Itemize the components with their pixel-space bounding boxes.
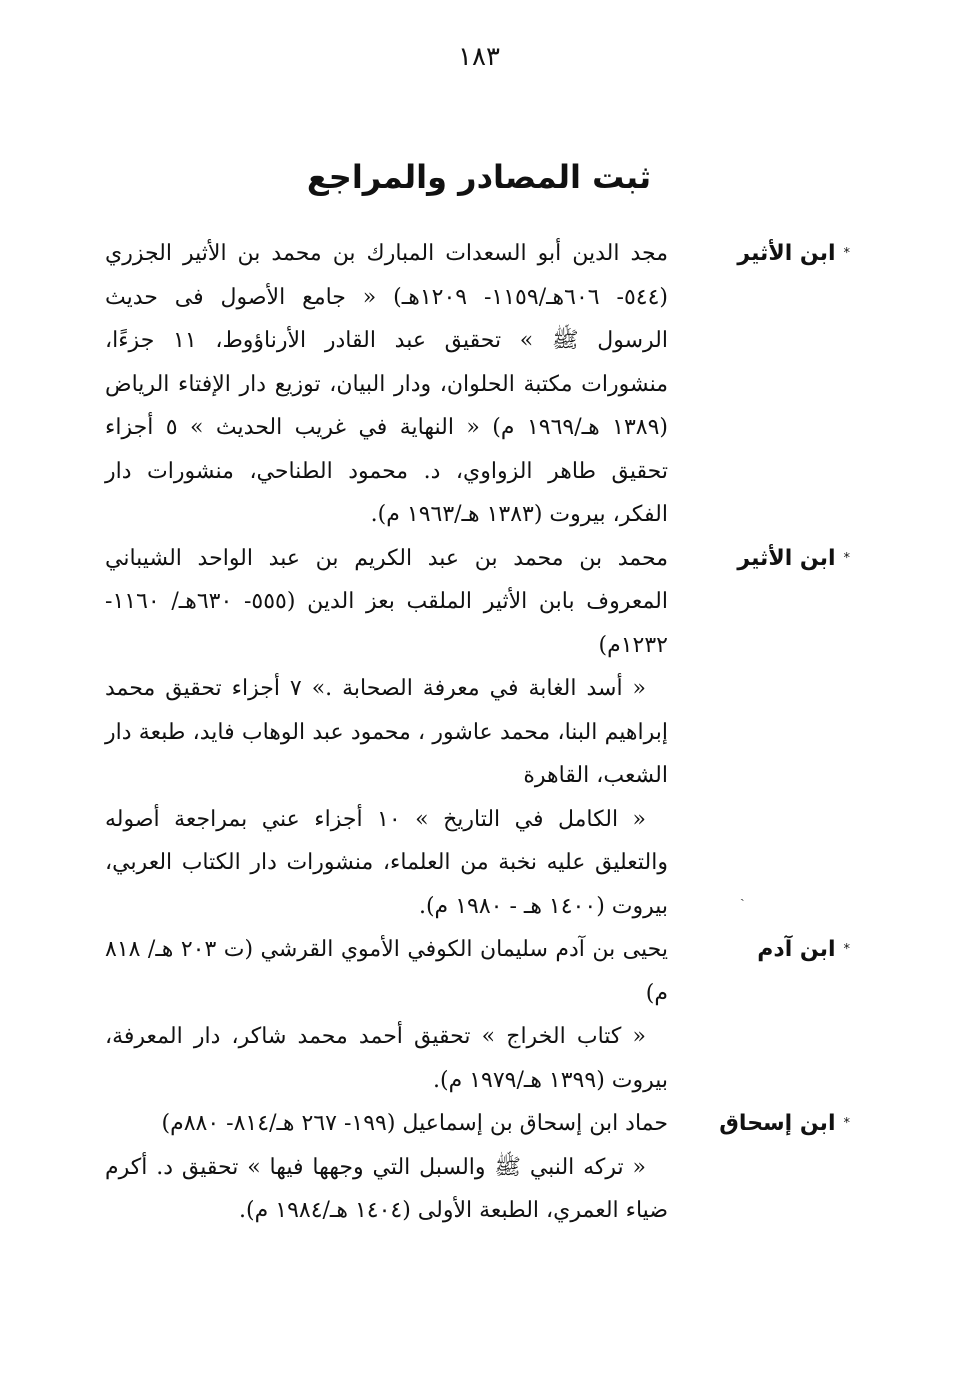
bullet-star: * — [843, 550, 850, 566]
bullet-star: * — [843, 246, 850, 261]
headword-text: ابن الأثير — [737, 241, 836, 266]
entry-body — [105, 928, 668, 1102]
stray-mark: ˎ — [740, 886, 745, 902]
entry-paragraph: مجد الدين أبو السعدات المبارك بن محمد بن الأثير الجزري (٥٤٤- ٦٠٦هـ/١١٥٩- ١٢٠٩هـ) « جامع الأصول فى حديث الرسول ﷺ » تحقيق عبد القادر الأرناؤوط، ١١ جزءًا، منشورات مكتبة الحلوان، ودار البيان، توزيع دار الإفتاء الرياض (١٣٨٩ هـ/١٩٦٩ م) « النهاية في غريب الحديث » ٥ أجزاء تحقيق طاهر الزواوي، د. محمود الطناحي، منشورات دار الفكر، بيروت (١٣٨٣ هـ/١٩٦٣ م). — [105, 241, 668, 527]
entry-paragraph: « كتاب الخراج » تحقيق أحمد محمد شاكر، دار المعرفة، بيروت (١٣٩٩ هـ/١٩٧٩ م). — [105, 1024, 668, 1093]
entry-paragraph: حماد ابن إسحاق بن إسماعيل (١٩٩- ٢٦٧ هـ/٨١٤- ٨٨٠م) — [161, 1111, 668, 1136]
entry-headword — [700, 232, 850, 276]
entry-body — [105, 232, 668, 537]
entry-headword — [700, 928, 850, 972]
entry-headword — [700, 1102, 850, 1146]
bibliography-entry — [105, 1102, 850, 1233]
bullet-star: * — [843, 1116, 850, 1131]
entry-headword — [700, 537, 850, 581]
page-title: ثبت المصادر والمراجع — [306, 158, 652, 196]
entry-paragraph: « أسد الغابة في معرفة الصحابة .» ٧ أجزاء تحقيق محمد إبراهيم البنا، محمد عاشور ، محمود عبد الوهاب فايد، طبعة دار الشعب، القاهرة — [105, 676, 668, 788]
page-number: ١٨٣ — [458, 42, 500, 72]
headword-text: ابن آدم — [757, 937, 836, 962]
bibliography-entry — [105, 537, 850, 929]
entry-paragraph: « الكامل في التاريخ » ١٠ أجزاء عني بمراجعة أصوله والتعليق عليه نخبة من العلماء، منشورات دار الكتاب العربي، بيروت (١٤٠٠ هـ - ١٩٨٠ م). — [105, 806, 668, 919]
headword-text: ابن إسحاق — [719, 1111, 836, 1136]
entry-paragraph: محمد بن محمد بن عبد الكريم بن عبد الواحد الشيباني المعروف بابن الأثير الملقب بعز الدين (٥٥٥- ٦٣٠هـ/ ١١٦٠- ١٢٣٢م) — [105, 545, 668, 658]
bibliography-entry — [105, 232, 850, 537]
bibliography-entry — [105, 928, 850, 1102]
entry-paragraph: يحيى بن آدم سليمان الكوفي الأموي القرشي (ت ٢٠٣ هـ/ ٨١٨ م) — [105, 937, 668, 1006]
entry-body — [105, 1102, 668, 1233]
entry-body — [105, 537, 668, 929]
bullet-star: * — [843, 942, 850, 957]
headword-text: ابن الأثير — [737, 545, 836, 571]
bibliography-list — [105, 232, 850, 1233]
entry-paragraph: « تركه النبي ﷺ والسبل التي وجهها فيها » تحقيق د. أكرم ضياء العمري، الطبعة الأولى (١٤٠٤ هـ/١٩٨٤ م). — [105, 1154, 668, 1223]
